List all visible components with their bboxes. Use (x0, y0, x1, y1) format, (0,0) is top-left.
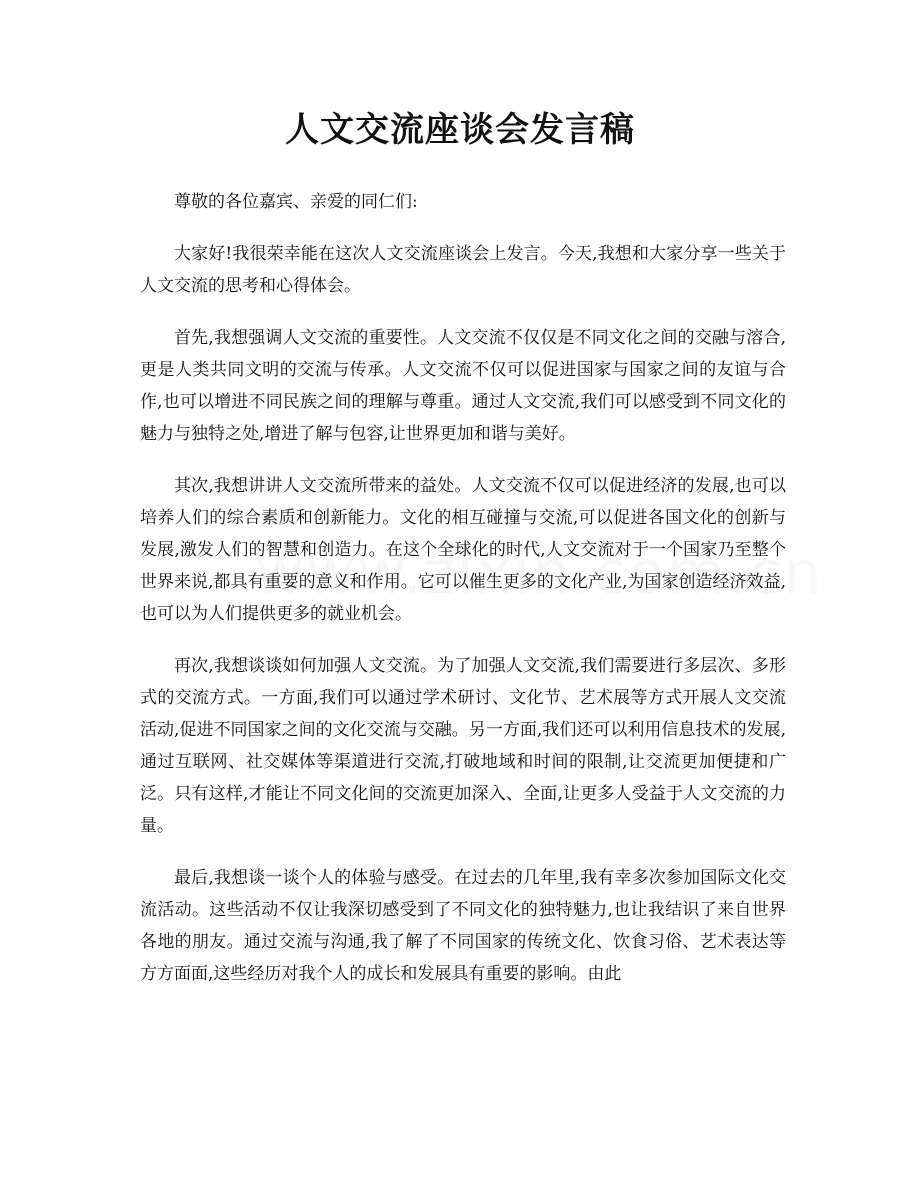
paragraph-greeting: 大家好!我很荣幸能在这次人文交流座谈会上发言。今天,我想和大家分享一些关于人文交流的思考和心得体会。 (140, 244, 786, 296)
paragraph-strengthen: 再次,我想谈谈如何加强人文交流。为了加强人文交流,我们需要进行多层次、多形式的交流方式。一方面,我们可以通过学术研讨、文化节、艺术展等方式开展人文交流活动,促进不同国家之间的文化交流与交融。另一方面,我们还可以利用信息技术的发展,通过互联网、社交媒体等渠道进行交流,打破地域和时间的限制,让交流更加便捷和广泛。只有这样,才能让不同文化间的交流更加深入、全面,让更多人受益于人文交流的力量。 (140, 656, 786, 836)
paragraph-benefits: 其次,我想讲讲人文交流所带来的益处。人文交流不仅可以促进经济的发展,也可以培养人们的综合素质和创新能力。文化的相互碰撞与交流,可以促进各国文化的创新与发展,激发人们的智慧和创造力。在这个全球化的时代,人文交流对于一个国家乃至整个世界来说,都具有重要的意义和作用。它可以催生更多的文化产业,为国家创造经济效益,也可以为人们提供更多的就业机会。 (140, 476, 786, 624)
paragraph-personal-experience: 最后,我想谈一谈个人的体验与感受。在过去的几年里,我有幸多次参加国际文化交流活动。这些活动不仅让我深切感受到了不同文化的独特魅力,也让我结识了来自世界各地的朋友。通过交流与沟通,我了解了不同国家的传统文化、饮食习俗、艺术表达等方方面面,这些经历对我个人的成长和发展具有重要的影响。由此 (140, 868, 786, 984)
paragraph-salutation: 尊敬的各位嘉宾、亲爱的同仁们: (174, 192, 418, 212)
paragraph-importance: 首先,我想强调人文交流的重要性。人文交流不仅仅是不同文化之间的交融与溶合,更是人类共同文明的交流与传承。人文交流不仅可以促进国家与国家之间的友谊与合作,也可以增进不同民族之间的理解与尊重。通过人文交流,我们可以感受到不同文化的魅力与独特之处,增进了解与包容,让世界更加和谐与美好。 (140, 328, 786, 444)
document-title: 人文交流座谈会发言稿 (285, 110, 635, 150)
document-body (140, 186, 786, 1010)
